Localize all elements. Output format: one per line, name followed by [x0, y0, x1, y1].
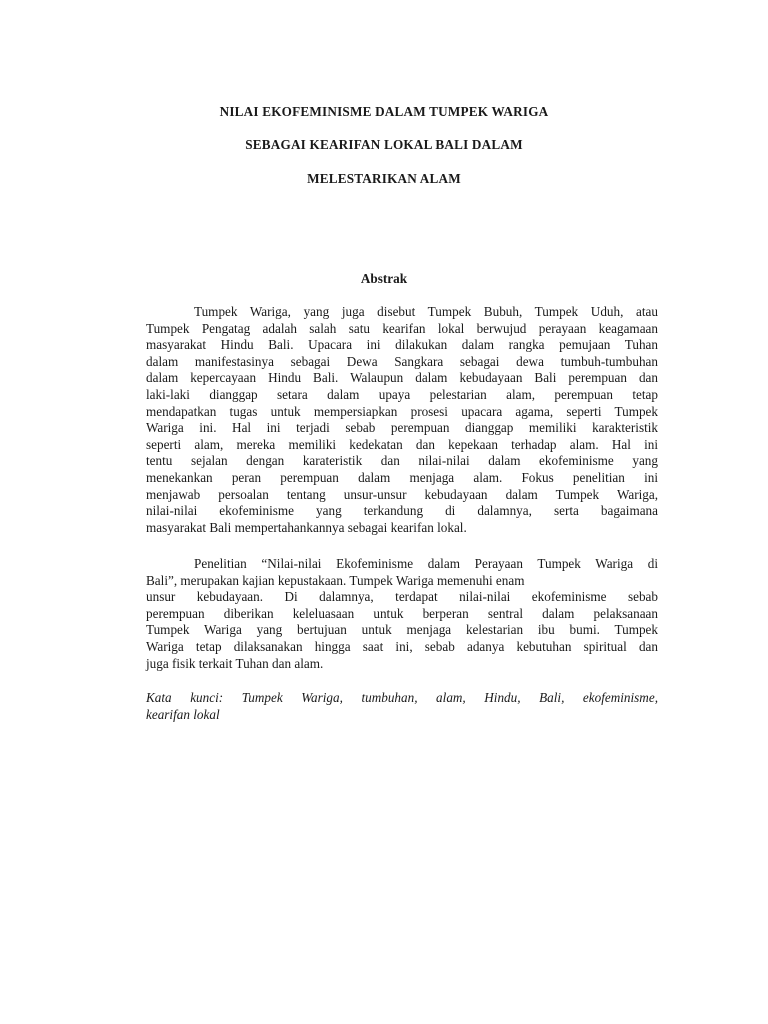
paragraph-line: Bali”, merupakan kajian kepustakaan. Tumpek Wariga memenuhi enam [146, 572, 525, 588]
paragraph-line: juga fisik terkait Tuhan dan alam. [146, 655, 324, 671]
paragraph-line: Tumpek Wariga yang bertujuan untuk menjaga kelestarian ibu bumi. Tumpek [146, 622, 658, 638]
abstract-paragraph-1 [146, 304, 658, 536]
paragraph-line: laki-laki dianggap setara dalam upaya pelestarian alam, perempuan tetap [146, 386, 658, 402]
keywords-line: Kata kunci: Tumpek Wariga, tumbuhan, alam, Hindu, Bali, ekofeminisme, [146, 690, 658, 705]
paragraph-line: nilai-nilai ekofeminisme yang terkandung di dalamnya, serta bagaimana [146, 503, 658, 519]
paragraph-line: masyarakat Hindu Bali. Upacara ini dilakukan dalam rangka pemujaan Tuhan [146, 337, 658, 353]
paragraph-line: masyarakat Bali mempertahankannya sebagai kearifan lokal. [146, 519, 467, 535]
paragraph-line: Penelitian “Nilai-nilai Ekofeminisme dalam Perayaan Tumpek Wariga di [194, 556, 658, 571]
title-line-1: NILAI EKOFEMINISME DALAM TUMPEK WARIGA [219, 104, 549, 119]
paragraph-line: dalam kepercayaan Hindu Bali. Walaupun dalam kebudayaan Bali perempuan dan [146, 370, 658, 386]
paragraph-line: unsur kebudayaan. Di dalamnya, terdapat nilai-nilai ekofeminisme sebab [146, 589, 658, 605]
title-line-3: MELESTARIKAN ALAM [307, 171, 461, 186]
paragraph-line: tentu sejalan dengan karateristik dan nilai-nilai dalam ekofeminisme yang [146, 453, 658, 469]
keywords-line: kearifan lokal [146, 706, 220, 722]
paragraph-line: seperti alam, mereka memiliki kedekatan dan kepekaan terhadap alam. Hal ini [146, 436, 658, 452]
paragraph-line: menjawab persoalan tentang unsur-unsur kebudayaan dalam Tumpek Wariga, [146, 486, 658, 502]
abstract-heading: Abstrak [360, 271, 408, 286]
paragraph-line: mendapatkan tugas untuk mempersiapkan prosesi upacara agama, seperti Tumpek [146, 403, 658, 419]
paragraph-line: perempuan diberikan keleluasaan untuk berperan sentral dalam pelaksanaan [146, 605, 658, 621]
keywords-block [146, 690, 658, 723]
paragraph-line: dalam manifestasinya sebagai Dewa Sangkara sebagai dewa tumbuh-tumbuhan [146, 353, 658, 369]
title-line-2: SEBAGAI KEARIFAN LOKAL BALI DALAM [245, 137, 523, 152]
paragraph-line: menekankan peran perempuan dalam menjaga alam. Fokus penelitian ini [146, 469, 658, 485]
paragraph-line: Wariga ini. Hal ini terjadi sebab perempuan dianggap memiliki karakteristik [146, 420, 658, 436]
abstract-paragraph-2 [146, 556, 658, 672]
paragraph-line: Tumpek Wariga, yang juga disebut Tumpek Bubuh, Tumpek Uduh, atau [194, 304, 658, 319]
paragraph-line: Wariga tetap dilaksanakan hingga saat ini, sebab adanya kebutuhan spiritual dan [146, 638, 658, 654]
paragraph-line: Tumpek Pengatag adalah salah satu kearifan lokal berwujud perayaan keagamaan [146, 320, 658, 336]
